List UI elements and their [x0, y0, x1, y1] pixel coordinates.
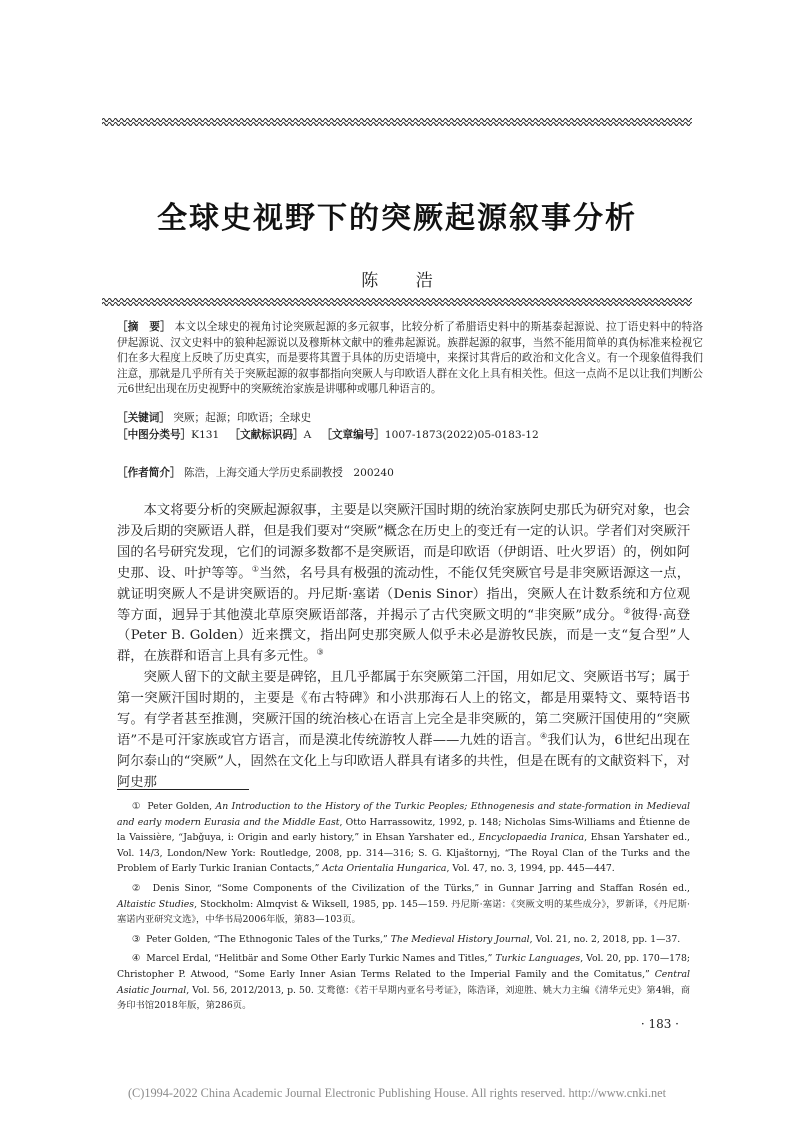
- doc-code-label: ［文献标识码］: [229, 429, 304, 441]
- article-no-label: ［文章编号］: [321, 429, 385, 441]
- footnotes: [117, 799, 690, 1018]
- abstract: [117, 320, 703, 398]
- paragraph-1: [117, 501, 690, 668]
- clc-label: ［中图分类号］: [117, 429, 192, 441]
- article-title: 全球史视野下的突厥起源叙事分析: [157, 201, 637, 236]
- abstract-text: 本文以全球史的视角讨论突厥起源的多元叙事，比较分析了希腊语史料中的斯基泰起源说、拉丁语史料中的特洛伊起源说、汉文史料中的狼种起源说以及穆斯林文献中的雅弗起源说。族群起源的叙事，当然不能用简单的真伪标准来检视它们在多大程度上反映了历史真实，而是要将其置于具体的历史语境中，来探讨其背后的政治和文化含义。有一个现象值得我们注意，那就是几乎所有关于突厥起源的叙事都指向突厥人与印欧语人群在文化上具有相关性。但这一点尚不足以让我们判断公元6世纪出现在历史视野中的突厥统治家族是讲哪种或哪几种语言的。: [117, 321, 704, 396]
- footnote-1: ① Peter Golden, An Introduction to the History of the Turkic Peoples; Ethnogenesis and state-formation in Medieval and early modern Eurasia and the Middle East, Otto Harrassowitz, 1992, p. 148; Nicholas Sims-Williams and Étienne de la Vaissière, “Jabǧuya, i: Origin and early history,” in Ehsan Yarshater ed., Encyclopaedia Iranica, Ehsan Yarshater ed., Vol. 14/3, London/New York: Routledge, 2008, pp. 314—316; S. G. Kljaštornyj, “The Royal Clan of the Turks and the Problem of Early Turkic Iranian Contacts,” Acta Orientalia Hungarica, Vol. 47, no. 3, 1994, pp. 445—447.: [117, 801, 690, 875]
- classification-line: [117, 428, 703, 444]
- paragraph-2-part-b: 我们认为，6世纪出现在阿尔泰山的“突厥”人，固然在文化上与印欧语人群具有诸多的共性，但是在既有的文献资料下，对阿史那: [117, 732, 691, 790]
- author-info-label: ［作者简介］: [117, 467, 181, 479]
- body-text: [117, 501, 690, 794]
- author-info-text: 陈浩，上海交通大学历史系副教授 200240: [183, 467, 394, 479]
- footnote-ref-1[interactable]: ①: [251, 564, 260, 574]
- doc-code-value: A: [303, 429, 312, 441]
- article-no-value: 1007-1873(2022)05-0183-12: [384, 429, 539, 441]
- clc-value: K131: [191, 429, 220, 441]
- footnote-ref-2[interactable]: ②: [623, 606, 632, 616]
- paragraph-2: [117, 668, 690, 793]
- footnote-ref-4[interactable]: ④: [539, 731, 548, 741]
- footnote-ref-3[interactable]: ③: [316, 647, 324, 657]
- paragraph-1-part-c: 彼得·高登（Peter B. Golden）近来撰文，指出阿史那突厥人似乎未必是游牧民族，而是一支“复合型”人群，在族群和语言上具有多元性。: [117, 607, 690, 665]
- footnote-separator: [117, 789, 249, 790]
- keywords-text: 突厥；起源；印欧语；全球史: [173, 412, 312, 424]
- keywords-label: ［关键词］: [117, 412, 170, 424]
- paragraph-1-part-a: 本文将要分析的突厥起源叙事，主要是以突厥汗国时期的统治家族阿史那氏为研究对象，也会涉及后期的突厥语人群，但是我们要对“突厥”概念在历史上的变迁有一定的认识。学者们对突厥汗国的名号研究发现，它们的词源多数都不是突厥语，而是印欧语（伊朗语、吐火罗语）的，例如阿史那、设、叶护等等。: [117, 503, 690, 581]
- footnote-4: ④ Marcel Erdal, “Helitbär and Some Other Early Turkic Names and Titles,” Turkic Languages, Vol. 20, pp. 170—178; Christopher P. Atwood, “Some Early Inner Asian Terms Related to the Imperial Family and the Comitatus,” Central Asiatic Journal, Vol. 56, 2012/2013, p. 50. 艾鹜德：《若干早期内亚名号考证》，陈浩译，刘迎胜、姚大力主编《清华元史》第4辑，商务印书馆2018年版，第286页。: [117, 953, 690, 1012]
- footnote-2: ② Denis Sinor, “Some Components of the Civilization of the Türks,” in Gunnar Jarring and Staffan Rosén ed., Altaistic Studies, Stockholm: Almqvist & Wiksell, 1985, pp. 145—159. 丹尼斯·塞诺：《突厥文明的某些成分》，罗新译，《丹尼斯·塞诺内亚研究文选》，中华书局2006年版，第83—103页。: [117, 882, 690, 926]
- header-wavy-rule: [102, 117, 692, 127]
- copyright-footer: (C)1994-2022 China Academic Journal Electronic Publishing House. All rights reserved. http://www.cnki.net: [127, 1086, 667, 1100]
- paragraph-1-part-b: 当然，名号具有极强的流动性，不能仅凭突厥官号是非突厥语源这一点，就证明突厥人不是讲突厥语的。丹尼斯·塞诺（Denis Sinor）指出，突厥人在计数系统和方位观等方面，迥异于其他漠北草原突厥语部落，并揭示了古代突厥文明的“非突厥”成分。: [117, 565, 691, 623]
- article-author: 陈 浩: [361, 271, 449, 291]
- paragraph-2-part-a: 突厥人留下的文献主要是碑铭，且几乎都属于东突厥第二汗国，用如尼文、突厥语书写；属于第一突厥汗国时期的，主要是《布古特碑》和小洪那海石人上的铭文，都是用粟特文、粟特语书写。有学者甚至推测，突厥汗国的统治核心在语言上完全是非突厥的，第二突厥汗国使用的“突厥语”不是可汗家族或官方语言，而是漠北传统游牧人群——九姓的语言。: [117, 670, 690, 748]
- abstract-label: ［摘 要］: [117, 321, 171, 333]
- footnote-3: ③ Peter Golden, “The Ethnogonic Tales of the Turks,” The Medieval History Journal, Vol. 21, no. 2, 2018, pp. 1—37.: [131, 933, 681, 945]
- keywords: [117, 411, 703, 427]
- author-wavy-rule: [102, 297, 692, 307]
- author-info: [117, 466, 703, 482]
- page-number: · 183 ·: [640, 1017, 679, 1031]
